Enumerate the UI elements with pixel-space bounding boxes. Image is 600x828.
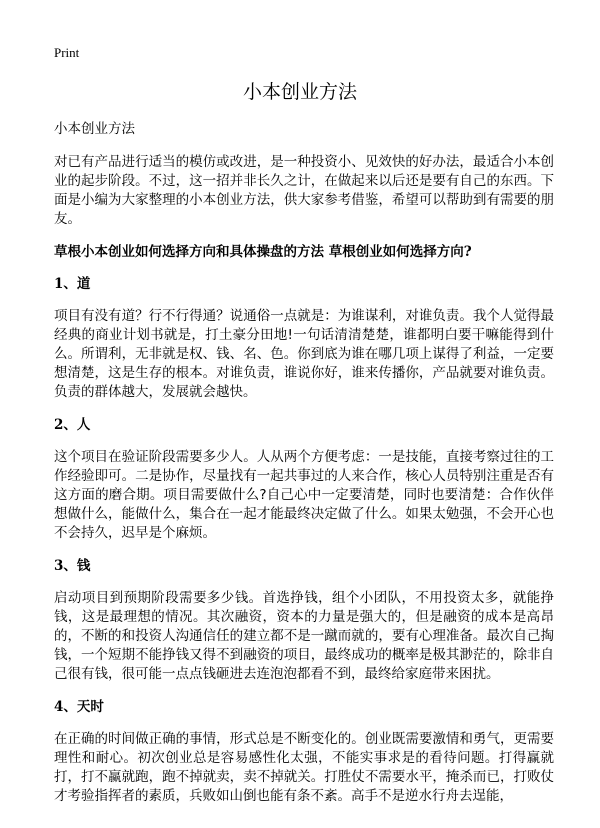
document-body [54,120,554,820]
section-paragraph-dao: 项目有没有道？行不行得通？说通俗一点就是：为谁谋利，对谁负责。我个人觉得最经典的商业计划书就是，打土豪分田地!一句话清清楚楚，谁都明白要干嘛能得到什么。所谓利，无非就是权、钱、名、色。你到底为谁在哪几项上谋得了利益，一定要想清楚，这是生存的根本。对谁负责，谁说你好，谁来传播你，产品就要对谁负责。负责的群体越大，发展就会越快。 [54,308,554,400]
main-heading: 草根小本创业如何选择方向和具体操盘的方法 草根创业如何选择方向? [54,244,472,260]
section-heading-ren: 2、人 [54,417,91,433]
section-paragraph-ren: 这个项目在验证阶段需要多少人。人从两个方便考虑：一是技能，直接考察过往的工作经验即可。二是协作，尽量找有一起共事过的人来合作，核心人员特别注重是否有这方面的磨合期。项目需要做什么?自己心中一定要清楚，同时也要清楚：合作伙伴想做什么，能做什么，集合在一起才能最终决定做了什么。如果太勉强，不会开心也不会持久，迟早是个麻烦。 [54,449,554,541]
section-paragraph-qian: 启动项目到预期阶段需要多少钱。首选挣钱，组个小团队，不用投资太多，就能挣钱，这是最理想的情况。其次融资，资本的力量是强大的，但是融资的成本是高昂的，不断的和投资人沟通信任的建立都不是一蹴而就的，要有心理准备。最次自己掏钱，一个短期不能挣钱又得不到融资的项目，最终成功的概率是极其渺茫的，除非自己很有钱，很可能一点点钱砸进去连泡泡都看不到，最终给家庭带来困扰。 [54,590,554,682]
section-heading-dao: 1、道 [54,276,91,292]
document-subtitle: 小本创业方法 [54,121,135,137]
print-label: Print [54,45,80,60]
page-title: 小本创业方法 [242,81,357,103]
section-heading-tianshi: 4、天时 [54,699,104,715]
intro-paragraph: 对已有产品进行适当的模仿或改进，是一种投资小、见效快的好办法，最适合小本创业的起步阶段。不过，这一招并非长久之计，在做起来以后还是要有自己的东西。下面是小编为大家整理的小本创业方法，供大家参考借鉴，希望可以帮助到有需要的朋友。 [54,154,554,227]
section-heading-qian: 3、钱 [54,558,91,574]
section-paragraph-tianshi: 在正确的时间做正确的事情，形式总是不断变化的。创业既需要激情和勇气，更需要理性和耐心。初次创业总是容易感性化太强，不能实事求是的看待问题。打得赢就打，打不赢就跑，跑不掉就卖，卖不掉就关。打胜仗不需要水平，掩杀而已，打败仗才考验指挥者的素质，兵败如山倒也能有条不紊。高手不是逆水行舟去逞能， [54,731,554,804]
